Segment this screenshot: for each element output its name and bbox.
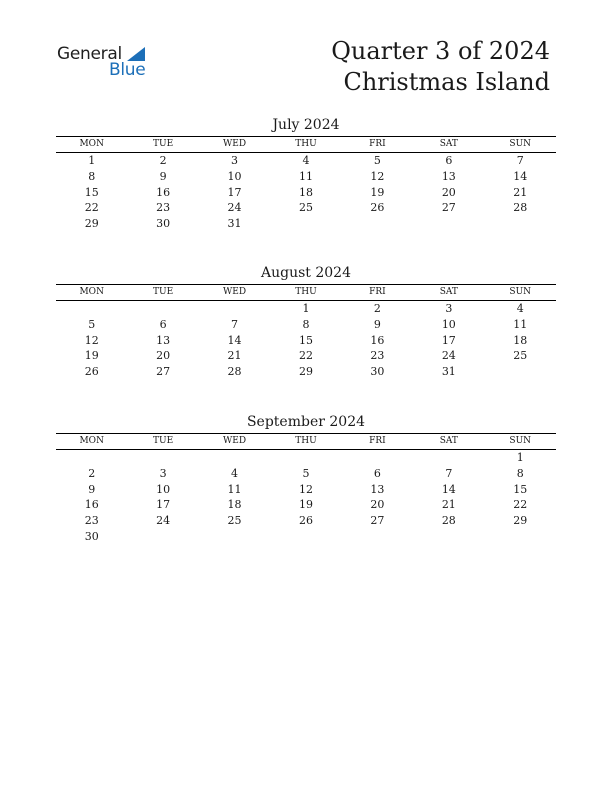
weekday-header bbox=[56, 284, 556, 301]
weekday-label: FRI bbox=[369, 287, 386, 297]
weekday-label: THU bbox=[295, 436, 317, 446]
logo-triangle-icon bbox=[127, 47, 145, 61]
day-cell: 13 bbox=[370, 482, 385, 496]
week-row bbox=[56, 513, 556, 529]
day-cell: 20 bbox=[370, 498, 385, 512]
day-cell: 20 bbox=[156, 349, 171, 363]
day-cell bbox=[485, 529, 556, 545]
day-cell bbox=[270, 450, 341, 466]
day-cell: 29 bbox=[513, 514, 528, 528]
weekday-label: SUN bbox=[509, 436, 532, 446]
day-cell: 28 bbox=[441, 514, 456, 528]
day-cell: 31 bbox=[227, 217, 242, 231]
day-cell: 6 bbox=[373, 466, 381, 480]
day-cell bbox=[485, 364, 556, 380]
day-cell: 7 bbox=[516, 154, 524, 167]
day-cell: 17 bbox=[441, 333, 456, 347]
day-cell: 10 bbox=[156, 482, 171, 496]
day-cell: 19 bbox=[298, 498, 313, 512]
day-cell bbox=[342, 529, 413, 545]
weekday-label: SAT bbox=[439, 287, 458, 297]
weekday-label: WED bbox=[223, 139, 247, 149]
day-cell bbox=[270, 529, 341, 545]
day-cell bbox=[413, 529, 484, 545]
day-cell: 15 bbox=[84, 185, 99, 199]
title-quarter: Quarter 3 of 2024 bbox=[331, 37, 550, 65]
day-cell: 2 bbox=[159, 154, 167, 167]
day-cell bbox=[199, 301, 270, 317]
day-cell: 27 bbox=[156, 365, 171, 379]
week-row bbox=[56, 450, 556, 466]
day-cell bbox=[56, 301, 127, 317]
weekday-label: SAT bbox=[439, 436, 458, 446]
day-cell: 10 bbox=[441, 317, 456, 331]
weekday-label: THU bbox=[295, 287, 317, 297]
day-cell bbox=[413, 450, 484, 466]
day-cell: 4 bbox=[302, 154, 310, 167]
day-cell: 26 bbox=[84, 365, 99, 379]
day-cell bbox=[56, 450, 127, 466]
day-cell: 4 bbox=[516, 302, 524, 315]
week-row bbox=[56, 317, 556, 333]
day-cell: 27 bbox=[370, 514, 385, 528]
day-cell: 23 bbox=[156, 201, 171, 215]
month-title: September 2024 bbox=[246, 414, 366, 430]
day-cell: 5 bbox=[373, 154, 381, 167]
week-row bbox=[56, 529, 556, 545]
weekday-label: THU bbox=[295, 139, 317, 149]
day-cell: 24 bbox=[441, 349, 456, 363]
day-cell: 15 bbox=[298, 333, 313, 347]
day-cell: 17 bbox=[227, 185, 242, 199]
weekday-label: MON bbox=[79, 139, 104, 149]
logo-text-general: General bbox=[57, 44, 122, 64]
day-cell: 1 bbox=[88, 154, 96, 167]
day-cell: 29 bbox=[84, 217, 99, 231]
day-cell bbox=[127, 301, 198, 317]
day-cell: 30 bbox=[84, 529, 99, 543]
weekday-label: TUE bbox=[153, 436, 174, 446]
day-cell bbox=[199, 450, 270, 466]
day-cell: 5 bbox=[302, 466, 310, 480]
month-block bbox=[56, 413, 556, 545]
day-cell: 1 bbox=[302, 302, 310, 315]
weekday-label: MON bbox=[79, 287, 104, 297]
day-cell: 11 bbox=[227, 482, 242, 496]
day-cell: 19 bbox=[84, 349, 99, 363]
day-cell: 16 bbox=[370, 333, 385, 347]
day-cell bbox=[413, 216, 484, 232]
day-cell: 19 bbox=[370, 185, 385, 199]
day-cell: 16 bbox=[84, 498, 99, 512]
day-cell bbox=[270, 216, 341, 232]
week-row bbox=[56, 466, 556, 482]
week-row bbox=[56, 169, 556, 185]
day-cell: 16 bbox=[156, 185, 171, 199]
day-cell: 3 bbox=[231, 154, 239, 167]
day-cell: 22 bbox=[513, 498, 528, 512]
day-cell: 9 bbox=[373, 317, 381, 331]
week-row bbox=[56, 301, 556, 317]
day-cell: 22 bbox=[298, 349, 313, 363]
day-cell: 18 bbox=[227, 498, 242, 512]
day-cell: 23 bbox=[370, 349, 385, 363]
weekday-label: SUN bbox=[509, 287, 532, 297]
day-cell: 13 bbox=[441, 169, 456, 183]
day-cell: 8 bbox=[302, 317, 310, 331]
logo-text-blue: Blue bbox=[109, 60, 146, 80]
day-cell: 30 bbox=[156, 217, 171, 231]
day-cell: 20 bbox=[441, 185, 456, 199]
day-cell: 12 bbox=[298, 482, 313, 496]
weekday-label: TUE bbox=[153, 139, 174, 149]
month-title: July 2024 bbox=[272, 117, 340, 133]
day-cell bbox=[485, 216, 556, 232]
day-cell: 8 bbox=[88, 169, 96, 183]
day-cell: 22 bbox=[84, 201, 99, 215]
weekday-header bbox=[56, 136, 556, 153]
weekday-label: FRI bbox=[369, 436, 386, 446]
day-cell: 9 bbox=[88, 482, 96, 496]
day-cell: 18 bbox=[298, 185, 313, 199]
day-cell bbox=[127, 529, 198, 545]
day-cell: 27 bbox=[441, 201, 456, 215]
day-cell: 14 bbox=[513, 169, 528, 183]
day-cell: 7 bbox=[445, 466, 453, 480]
day-cell: 12 bbox=[370, 169, 385, 183]
day-cell: 3 bbox=[159, 466, 167, 480]
day-cell: 21 bbox=[441, 498, 456, 512]
week-row bbox=[56, 333, 556, 349]
day-cell: 2 bbox=[88, 466, 96, 480]
day-cell: 15 bbox=[513, 482, 528, 496]
month-block bbox=[56, 116, 556, 232]
day-cell: 21 bbox=[227, 349, 242, 363]
day-cell bbox=[342, 450, 413, 466]
day-cell: 28 bbox=[513, 201, 528, 215]
month-block bbox=[56, 264, 556, 380]
weekday-header bbox=[56, 433, 556, 450]
day-cell: 6 bbox=[445, 154, 453, 167]
page-title bbox=[331, 36, 550, 98]
day-cell: 9 bbox=[159, 169, 167, 183]
day-cell bbox=[199, 529, 270, 545]
week-row bbox=[56, 364, 556, 380]
day-cell: 24 bbox=[156, 514, 171, 528]
weekday-label: WED bbox=[223, 287, 247, 297]
weekday-label: FRI bbox=[369, 139, 386, 149]
day-cell: 18 bbox=[513, 333, 528, 347]
day-cell: 25 bbox=[298, 201, 313, 215]
day-cell: 13 bbox=[156, 333, 171, 347]
weekday-label: MON bbox=[79, 436, 104, 446]
day-cell: 17 bbox=[156, 498, 171, 512]
day-cell: 3 bbox=[445, 302, 453, 315]
day-cell: 26 bbox=[298, 514, 313, 528]
day-cell: 29 bbox=[298, 365, 313, 379]
weekday-label: WED bbox=[223, 436, 247, 446]
weekday-label: TUE bbox=[153, 287, 174, 297]
day-cell: 25 bbox=[513, 349, 528, 363]
day-cell: 11 bbox=[298, 169, 313, 183]
day-cell: 25 bbox=[227, 514, 242, 528]
day-cell: 26 bbox=[370, 201, 385, 215]
month-title: August 2024 bbox=[261, 265, 351, 281]
day-cell bbox=[342, 216, 413, 232]
day-cell: 21 bbox=[513, 185, 528, 199]
day-cell: 14 bbox=[227, 333, 242, 347]
week-row bbox=[56, 348, 556, 364]
weekday-label: SAT bbox=[439, 139, 458, 149]
day-cell: 2 bbox=[373, 302, 381, 315]
day-cell: 12 bbox=[84, 333, 99, 347]
generalblue-logo bbox=[57, 44, 157, 84]
day-cell: 23 bbox=[84, 514, 99, 528]
week-row bbox=[56, 185, 556, 201]
day-cell: 5 bbox=[88, 317, 96, 331]
day-cell: 6 bbox=[159, 317, 167, 331]
day-cell: 10 bbox=[227, 169, 242, 183]
day-cell: 4 bbox=[231, 466, 239, 480]
weekday-label: SUN bbox=[509, 139, 532, 149]
day-cell: 1 bbox=[516, 451, 524, 464]
day-cell bbox=[127, 450, 198, 466]
week-row bbox=[56, 153, 556, 169]
title-region: Christmas Island bbox=[343, 68, 550, 96]
week-row bbox=[56, 216, 556, 232]
week-row bbox=[56, 482, 556, 498]
day-cell: 11 bbox=[513, 317, 528, 331]
day-cell: 28 bbox=[227, 365, 242, 379]
week-row bbox=[56, 497, 556, 513]
day-cell: 8 bbox=[516, 466, 524, 480]
day-cell: 30 bbox=[370, 365, 385, 379]
day-cell: 31 bbox=[441, 365, 456, 379]
day-cell: 14 bbox=[441, 482, 456, 496]
day-cell: 7 bbox=[231, 317, 239, 331]
week-row bbox=[56, 200, 556, 216]
day-cell: 24 bbox=[227, 201, 242, 215]
